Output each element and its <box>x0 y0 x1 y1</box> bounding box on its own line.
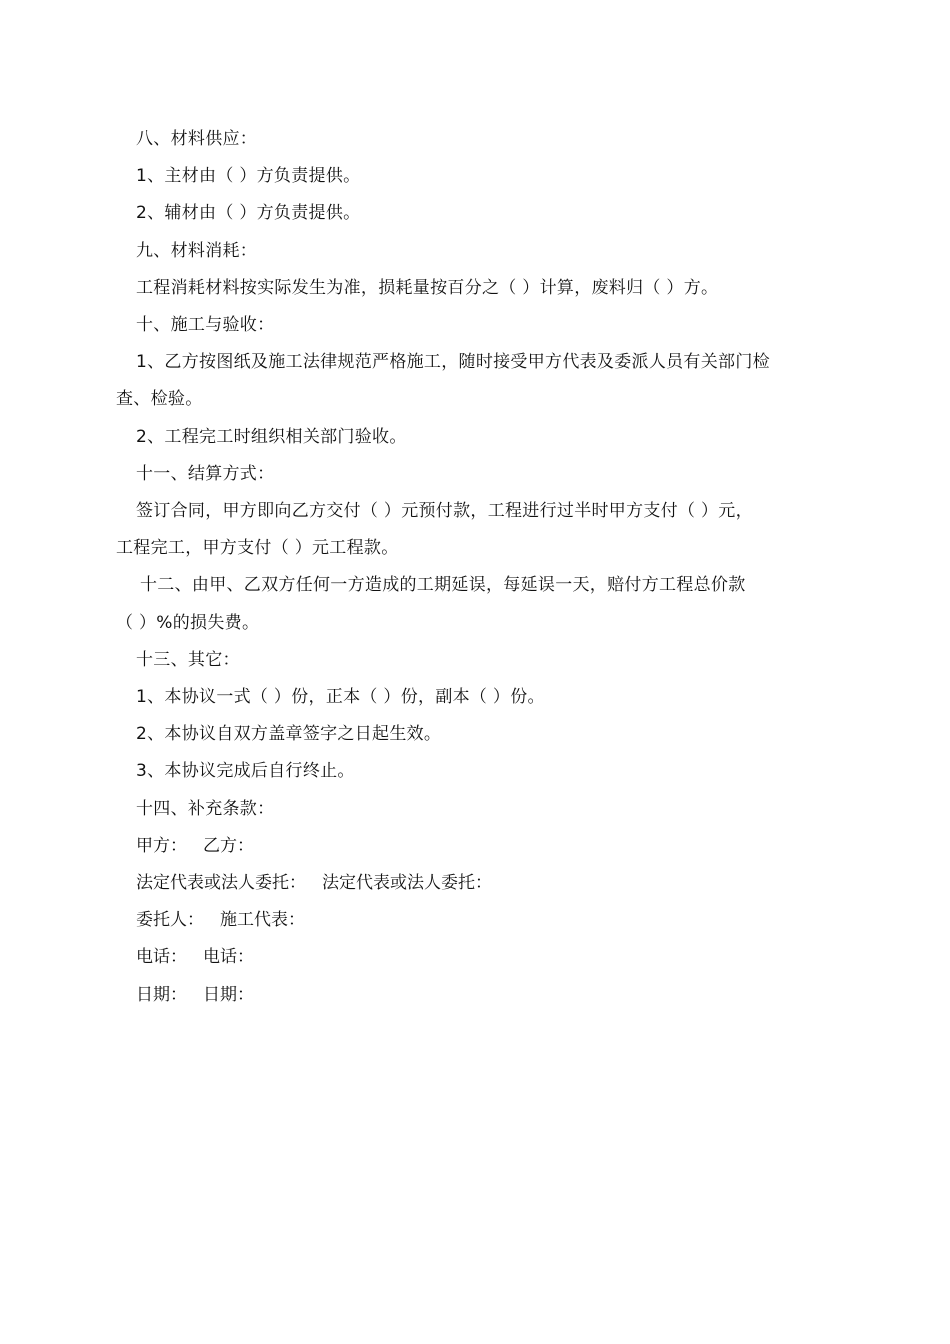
signature-row-phone <box>116 939 838 976</box>
date-a-label: 日期： <box>136 984 187 1005</box>
section-10-title: 十、施工与验收： <box>136 315 275 336</box>
legal-rep-b-label: 法定代表或法人委托： <box>322 873 492 894</box>
section-10-item-1-line-2: 查、检验。 <box>116 389 203 410</box>
section-8-item-1: 1、主材由（ ）方负责提供。 <box>136 166 361 187</box>
signature-row-reps <box>116 902 838 939</box>
section-8-item-2: 2、辅材由（ ）方负责提供。 <box>136 203 361 224</box>
section-11-body-line-1: 签订合同，甲方即向乙方交付（ ）元预付款，工程进行过半时甲方支付（ ）元， <box>136 501 753 522</box>
phone-b-label: 电话： <box>203 947 254 968</box>
date-b-label: 日期： <box>203 984 254 1005</box>
section-8-title: 八、材料供应： <box>136 129 258 149</box>
construction-rep-label: 施工代表： <box>220 910 305 931</box>
section-10-item-2: 2、工程完工时组织相关部门验收。 <box>136 426 407 447</box>
party-a-label: 甲方： <box>136 835 187 856</box>
signature-row-parties <box>116 828 838 865</box>
signature-row-date <box>116 977 838 1014</box>
contract-body <box>116 121 838 1014</box>
signature-row-legal-rep <box>116 865 838 902</box>
section-13-title: 十三、其它： <box>136 649 240 670</box>
section-9-title: 九、材料消耗： <box>136 240 258 261</box>
section-10-item-1-line-1: 1、乙方按图纸及施工法律规范严格施工，随时接受甲方代表及委派人员有关部门检 <box>136 352 770 373</box>
section-12-line-1: 十二、由甲、乙双方任何一方造成的工期延误，每延误一天，赔付方工程总价款 <box>140 575 746 596</box>
client-label: 委托人： <box>136 910 204 931</box>
section-13-item-3: 3、本协议完成后自行终止。 <box>136 761 355 782</box>
section-14-title: 十四、补充条款： <box>136 798 275 819</box>
section-9-body: 工程消耗材料按实际发生为准，损耗量按百分之（ ）计算，废料归（ ）方。 <box>136 277 719 298</box>
phone-a-label: 电话： <box>136 947 187 968</box>
section-13-item-1: 1、本协议一式（ ）份，正本（ ）份，副本（ ）份。 <box>136 687 545 708</box>
section-11-title: 十一、结算方式： <box>136 463 275 484</box>
section-13-item-2: 2、本协议自双方盖章签字之日起生效。 <box>136 724 442 745</box>
section-12-line-2: （ ）%的损失费。 <box>116 612 260 633</box>
party-b-label: 乙方： <box>203 835 254 856</box>
section-11-body-line-2: 工程完工，甲方支付（ ）元工程款。 <box>116 538 399 559</box>
legal-rep-a-label: 法定代表或法人委托： <box>136 873 306 894</box>
